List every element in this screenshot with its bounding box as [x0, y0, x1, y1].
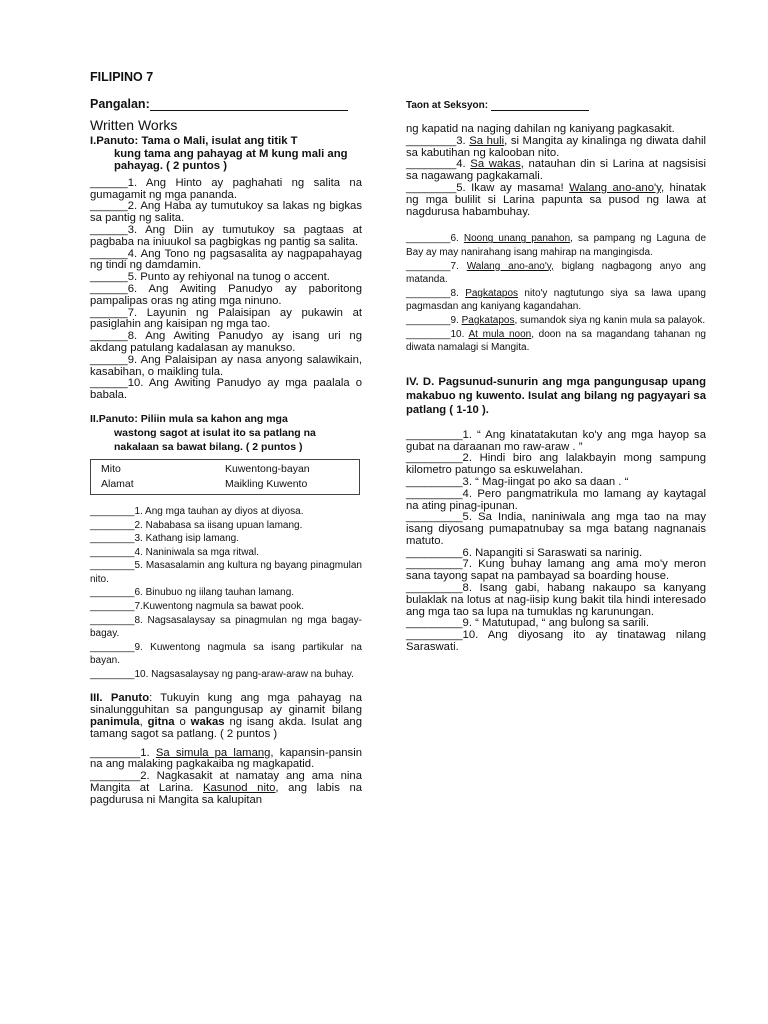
- part4-item: _________8. Isang gabi, habang nakaupo sa kanyang bulaklak na lotus at nag-iisip kung bakit tila hindi interesado ang mga tao sa lupa na tumuklas ng karunungan.: [406, 582, 706, 618]
- part2-item: ________2. Nababasa sa iisang upuan lamang.: [90, 519, 303, 531]
- section-label: Taon at Seksyon:: [406, 100, 489, 111]
- part3-instruction-end: ng isang akda. Isulat ang tamang sagot sa patlang. ( 2 puntos ): [90, 715, 362, 740]
- subject-title: FILIPINO 7: [90, 70, 154, 84]
- part2-instruction: [90, 412, 362, 454]
- item-blank: ________9.: [406, 314, 459, 326]
- part3-item-10: [406, 328, 706, 355]
- item-text: nito'y nagtutungo siya sa lawa upang pagmasdan ang kaniyang kagandahan.: [406, 287, 706, 313]
- part1-item: ______5. Punto ay rehiyonal na tunog o accent.: [90, 271, 330, 284]
- part1-list: [90, 178, 362, 402]
- item-blank: ________7.: [406, 260, 459, 272]
- part3-item-6: [406, 232, 706, 259]
- item-text: , hinatak ng mga bulilit si Larina papunta sa pusod ng lawa at nagdurusa habambuhay.: [406, 181, 706, 218]
- item-blank: ________6.: [406, 233, 459, 245]
- part1-item: ______10. Ang Awiting Panudyo ay mga paalala o babala.: [90, 377, 362, 402]
- item-blank: ________3.: [406, 134, 466, 147]
- item-text: , natauhan din si Larina at nagsisisi sa nagawang pagkakamali.: [406, 158, 706, 183]
- item-text: ________2. Nagkasakit at namatay ang ama nina Mangita at Larina.: [90, 770, 362, 795]
- item-text: , doon na sa magandang tahanan ng diwata namalagi si Mangita.: [406, 328, 706, 354]
- part4-item: _________7. Kung buhay lamang ang ama mo'y meron sana tayong sapat na pambayad sa boarding house.: [406, 558, 706, 583]
- part3-item-8: [406, 287, 706, 314]
- choice-maikling-kuwento: Maikling Kuwento: [225, 477, 308, 490]
- part3-item-9: [406, 314, 706, 328]
- part2-item: ________5. Masasalamin ang kultura ng bayang pinagmulan nito.: [90, 560, 362, 585]
- part1-item: ______9. Ang Palaisipan ay nasa anyong salawikain, kasabihan, o maikling tula.: [90, 353, 362, 378]
- written-works-heading: Written Works: [90, 117, 178, 133]
- name-label: Pangalan:: [90, 97, 150, 111]
- item-text: , kapansin-pansin na ang malaking pagkakaiba ng magkapatid.: [90, 746, 362, 771]
- underlined-phrase: Kasunod nito: [202, 782, 276, 795]
- underlined-phrase: Walang ano-ano'y: [569, 181, 661, 194]
- section-field: [406, 100, 589, 111]
- part1-item: ______1. Ang Hinto ay paghahati ng salita na gumagamit ng mga pananda.: [90, 176, 362, 201]
- part3-instruction: III. Panuto: Tukuyin kung ang mga pahayag na sinalungguhitan sa pangungusap ay ginamit bilang panimula, gitna o wakas ng isang akda. Isulat ang tamang sagot sa patlang. ( 2 puntos ): [90, 691, 362, 740]
- part3-item-5: [406, 183, 706, 218]
- item-text: , sumandok siya ng kanin mula sa palayok.: [514, 314, 706, 326]
- part4-item: _________1. “ Ang kinatatakutan ko'y ang mga hayop sa gubat na daraanan mo raw-araw . ”: [406, 428, 706, 453]
- item-text: , sa pampang ng Laguna de Bay ay may nanirahang isang mahirap na mangingisda.: [406, 233, 707, 258]
- part1-instruction-line1: I.Panuto: Tama o Mali, isulat ang titik T: [90, 135, 298, 147]
- name-field: [90, 97, 362, 111]
- part1-item: ______3. Ang Diin ay tumutukoy sa pagtaas at pagbaba na iniuukol sa pagbigkas ng pantig sa salita.: [90, 223, 362, 248]
- item-text: biglang nagbagong anyo ang matanda.: [406, 260, 706, 286]
- part4-item: _________6. Napangiti si Saraswati sa narinig.: [406, 546, 643, 559]
- part2-item: ________1. Ang mga tauhan ay diyos at diyosa.: [90, 505, 304, 517]
- part3-item-1: [90, 748, 362, 772]
- part4-list: [406, 430, 706, 654]
- answer-choices-box: [90, 459, 360, 495]
- part4-item: _________4. Pero pangmatrikula mo lamang ay kaytagal na ating pinag-ipunan.: [406, 487, 706, 512]
- part1-item: ______2. Ang Haba ay tumutukoy sa lakas ng bigkas sa pantig ng salita.: [90, 200, 362, 225]
- part2-item: ________9. Kuwentong nagmula sa isang partikular na bayan.: [90, 641, 362, 667]
- choice-mito: Mito: [101, 462, 121, 475]
- part2-item: ________8. Nagsasalaysay sa pinagmulan ng mga bagay-bagay.: [90, 614, 362, 640]
- underlined-phrase: Sa wakas: [470, 158, 521, 171]
- choice-alamat: Alamat: [101, 477, 134, 490]
- item-blank: ________4.: [406, 158, 466, 171]
- part2-instruction-line1: II.Panuto: Piliin mula sa kahon ang mga: [90, 412, 288, 425]
- part2-item: ________6. Binubuo ng iilang tauhan lamang.: [90, 587, 295, 599]
- underlined-phrase: Pagkatapos: [465, 287, 519, 299]
- choice-kuwentong-bayan: Kuwentong-bayan: [225, 462, 310, 475]
- part1-item: ______4. Ang Tono ng pagsasalita ay nagpapahayag ng tindi ng damdamin.: [90, 247, 362, 272]
- item-text: , ang labis na pagdurusa ni Mangita sa kalupitan: [90, 782, 363, 806]
- part2-item: ________3. Kathang isip lamang.: [90, 533, 240, 545]
- item-blank: ________10.: [406, 328, 465, 340]
- underlined-phrase: Noong unang panahon: [463, 233, 571, 245]
- part1-item: ______7. Layunin ng Palaisipan ay pukawin at pasiglahin ang kaisipan ng mga tao.: [90, 306, 362, 331]
- part3-instruction-text: : Tukuyin kung ang mga pahayag na sinalungguhitan sa pangungusap ay ginamit bilang: [90, 691, 362, 716]
- section-blank[interactable]: [491, 110, 589, 111]
- name-blank[interactable]: [150, 110, 348, 111]
- part2-item: ________10. Nagsasalaysay ng pang-araw-araw na buhay.: [90, 669, 354, 681]
- underlined-phrase: Walang ano-ano'y,: [466, 260, 554, 272]
- item-blank: ________8.: [406, 287, 459, 299]
- part3-item-2: [90, 771, 362, 806]
- part2-item: ________4. Naniniwala sa mga ritwal.: [90, 546, 259, 558]
- part1-item: ______8. Ang Awiting Panudyo ay isang uri ng akdang patulang kadalasan ay manukso.: [90, 330, 362, 354]
- word-o: o: [179, 715, 186, 728]
- part1-item: ______6. Ang Awiting Panudyo ay paboritong pampalipas oras ng ating mga ninuno.: [90, 282, 362, 307]
- part2-list: [90, 505, 362, 682]
- part4-item: _________2. Hindi biro ang lalakbayin mong sampung kilometro patungo sa eskuwelahan.: [406, 452, 706, 477]
- part3-lead: III. Panuto: [90, 691, 150, 704]
- part2-instruction-rest: wastong sagot at isulat ito sa patlang na nakalaan sa bawat bilang. ( 2 puntos ): [114, 426, 316, 453]
- underlined-phrase: Sa simula pa lamang: [155, 746, 271, 759]
- part3-item-4: [406, 159, 706, 183]
- item-text: ________5. Ikaw ay masama!: [406, 181, 564, 194]
- item-blank: ________1.: [90, 746, 150, 759]
- part1-instruction: [90, 135, 362, 173]
- part1-instruction-rest: kung tama ang pahayag at M kung mali ang pahayag. ( 2 puntos ): [114, 147, 348, 173]
- right-column: [406, 124, 706, 654]
- word-gitna: gitna: [147, 715, 175, 728]
- left-column: [90, 70, 362, 807]
- underlined-phrase: Sa huli: [469, 134, 505, 147]
- word-panimula: panimula: [90, 715, 140, 728]
- part2-item: ________7.Kuwentong nagmula sa bawat pook.: [90, 601, 305, 613]
- part4-item: _________5. Sa India, naniniwala ang mga tao na may isang diyosang pumapatnubay sa mga batang nagnanais matuto.: [406, 511, 706, 547]
- item-text: , si Mangita ay kinalinga ng diwata dahil sa kabutihan ng kalooban nito.: [406, 134, 706, 159]
- part4-instruction: IV. D. Pagsunud-sunurin ang mga pangungusap upang makabuo ng kuwento. Isulat ang bilang ng pagyayari sa patlang ( 1-10 ).: [406, 375, 706, 416]
- part4-item: _________10. Ang diyosang ito ay tinatawag nilang Saraswati.: [406, 629, 706, 654]
- underlined-phrase: At mula noon: [468, 328, 532, 340]
- part4-item: _________3. “ Mag-iingat po ako sa daan . “: [406, 475, 629, 488]
- part3-item-2-cont: ng kapatid na naging dahilan ng kaniyang pagkasakit.: [406, 123, 675, 135]
- underlined-phrase: Pagkatapos: [461, 314, 515, 326]
- part3-item-7: [406, 260, 706, 287]
- part4-item: _________9. “ Matutupad, “ ang bulong sa sarili.: [406, 617, 650, 630]
- part3-item-3: [406, 136, 706, 160]
- word-wakas: wakas: [190, 715, 225, 728]
